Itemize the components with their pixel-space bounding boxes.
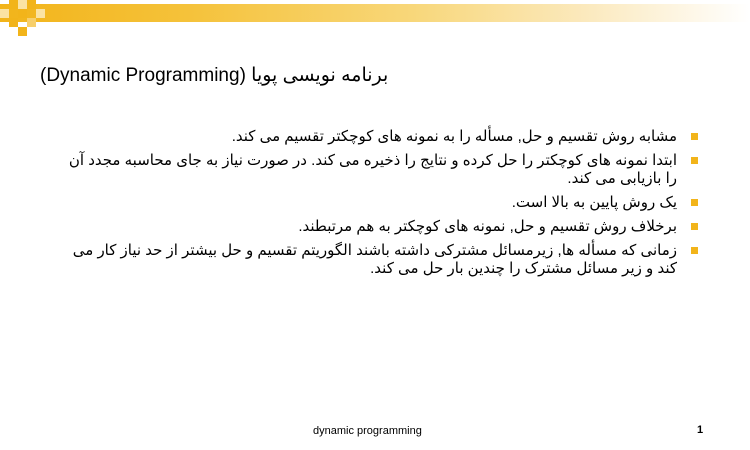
slide-title xyxy=(40,64,470,88)
bullet-text: یک روش پایین به بالا است. xyxy=(511,194,677,211)
bullet-item xyxy=(60,218,705,236)
footer-text: dynamic programming xyxy=(313,425,422,437)
decor-square xyxy=(18,0,27,9)
bullet-text: برخلاف روش تقسیم و حل, نمونه های کوچکتر به هم مرتبطند. xyxy=(298,218,677,235)
top-decoration xyxy=(0,0,750,38)
decor-square xyxy=(18,27,27,36)
bullet-item xyxy=(60,152,705,188)
square-bullet-icon xyxy=(691,223,698,230)
decor-square xyxy=(0,9,9,18)
decor-square xyxy=(9,18,18,27)
decor-square xyxy=(36,9,45,18)
decor-square xyxy=(27,0,36,9)
square-bullet-icon xyxy=(691,157,698,164)
bullet-list xyxy=(60,128,705,284)
bullet-item xyxy=(60,194,705,212)
bullet-item xyxy=(60,242,705,278)
bullet-text: ابتدا نمونه های کوچکتر را حل کرده و نتایج را ذخیره می کند. در صورت نیاز به جای محاسبه مجدد آن را بازیابی می کند. xyxy=(68,152,677,187)
bullet-text: مشابه روش تقسیم و حل, مسأله را به نمونه های کوچکتر تقسیم می کند. xyxy=(231,128,677,145)
square-bullet-icon xyxy=(691,133,698,140)
square-bullet-icon xyxy=(691,199,698,206)
page-number: 1 xyxy=(697,424,704,436)
slide-title-text: برنامه نویسی پویا (Dynamic Programming) xyxy=(40,65,389,86)
square-bullet-icon xyxy=(691,247,698,254)
decor-square xyxy=(9,0,18,9)
bullet-text: زمانی که مسأله ها, زیرمسائل مشترکی داشته باشند الگوریتم تقسیم و حل بیشتر از حد نیاز کار می کند و زیر مسائل مشترک را چندین بار حل می کند. xyxy=(72,242,677,277)
gradient-band xyxy=(0,4,750,22)
bullet-item xyxy=(60,128,705,146)
decor-square xyxy=(18,9,27,18)
decor-square xyxy=(27,18,36,27)
